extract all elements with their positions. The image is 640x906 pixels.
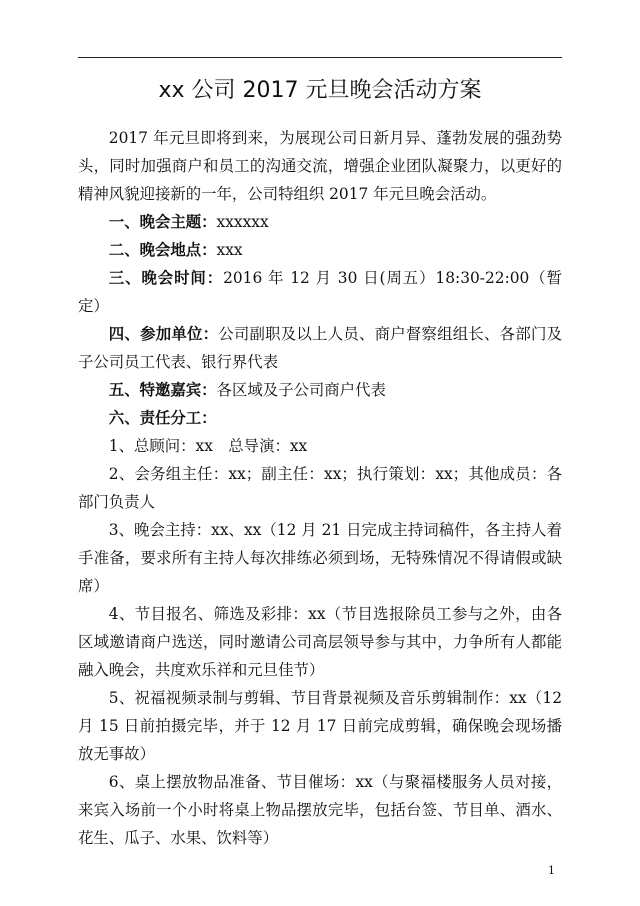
section-guests — [78, 376, 562, 404]
section-label: 六、责任分工： — [108, 409, 217, 427]
document-title: xx 公司 2017 元旦晚会活动方案 — [158, 78, 482, 103]
section-text: xxx — [216, 241, 243, 259]
duty-item: 5、祝福视频录制与剪辑、节目背景视频及音乐剪辑制作：xx（12 月 15 日前拍摄完毕，并于 12 月 17 日前完成剪辑，确保晚会现场播放无事故） — [78, 689, 562, 763]
section-duties — [78, 404, 562, 432]
section-venue — [78, 236, 562, 264]
section-text: 2016 年 12 月 30 日(周五）18:30-22:00（暂定） — [78, 269, 562, 315]
section-text: 各区域及子公司商户代表 — [216, 381, 386, 399]
duty-item: 1、总顾问：xx 总导演：xx — [108, 437, 308, 455]
duty-item: 6、桌上摆放物品准备、节目催场：xx（与聚福楼服务人员对接，来宾入场前一个小时将桌上物品摆放完毕，包括台签、节目单、酒水、花生、瓜子、水果、饮料等） — [78, 773, 562, 847]
header-rule — [78, 57, 562, 58]
section-time — [78, 264, 562, 320]
section-label: 四、参加单位： — [108, 325, 219, 343]
section-theme — [78, 208, 562, 236]
section-label: 五、特邀嘉宾： — [108, 381, 217, 399]
duty-item: 3、晚会主持：xx、xx（12 月 21 日完成主持词稿件，各主持人着手准备，要求所有主持人每次排练必须到场，无特殊情况不得请假或缺席） — [78, 521, 562, 595]
section-label: 二、晚会地点： — [108, 241, 217, 259]
duty-item: 4、节目报名、筛选及彩排：xx（节目选报除员工参与之外，由各区域邀请商户选送，同时邀请公司高层领导参与其中，力争所有人都能融入晚会，共度欢乐祥和元旦佳节） — [78, 605, 562, 679]
section-participants — [78, 320, 562, 376]
page-number: 1 — [548, 864, 555, 877]
section-label: 一、晚会主题： — [108, 213, 217, 231]
intro-paragraph: 2017 年元旦即将到来，为展现公司日新月异、蓬勃发展的强劲势头，同时加强商户和员工的沟通交流，增强企业团队凝聚力，以更好的精神风貌迎接新的一年，公司特组织 2017 年元旦晚会活动。 — [78, 129, 562, 203]
section-label: 三、晚会时间： — [108, 269, 224, 287]
duty-item: 2、会务组主任：xx；副主任：xx；执行策划：xx；其他成员：各部门负责人 — [78, 465, 562, 511]
section-text: 公司副职及以上人员、商户督察组组长、各部门及子公司员工代表、银行界代表 — [78, 325, 562, 371]
section-text: xxxxxx — [216, 213, 269, 231]
document-body — [78, 124, 562, 852]
